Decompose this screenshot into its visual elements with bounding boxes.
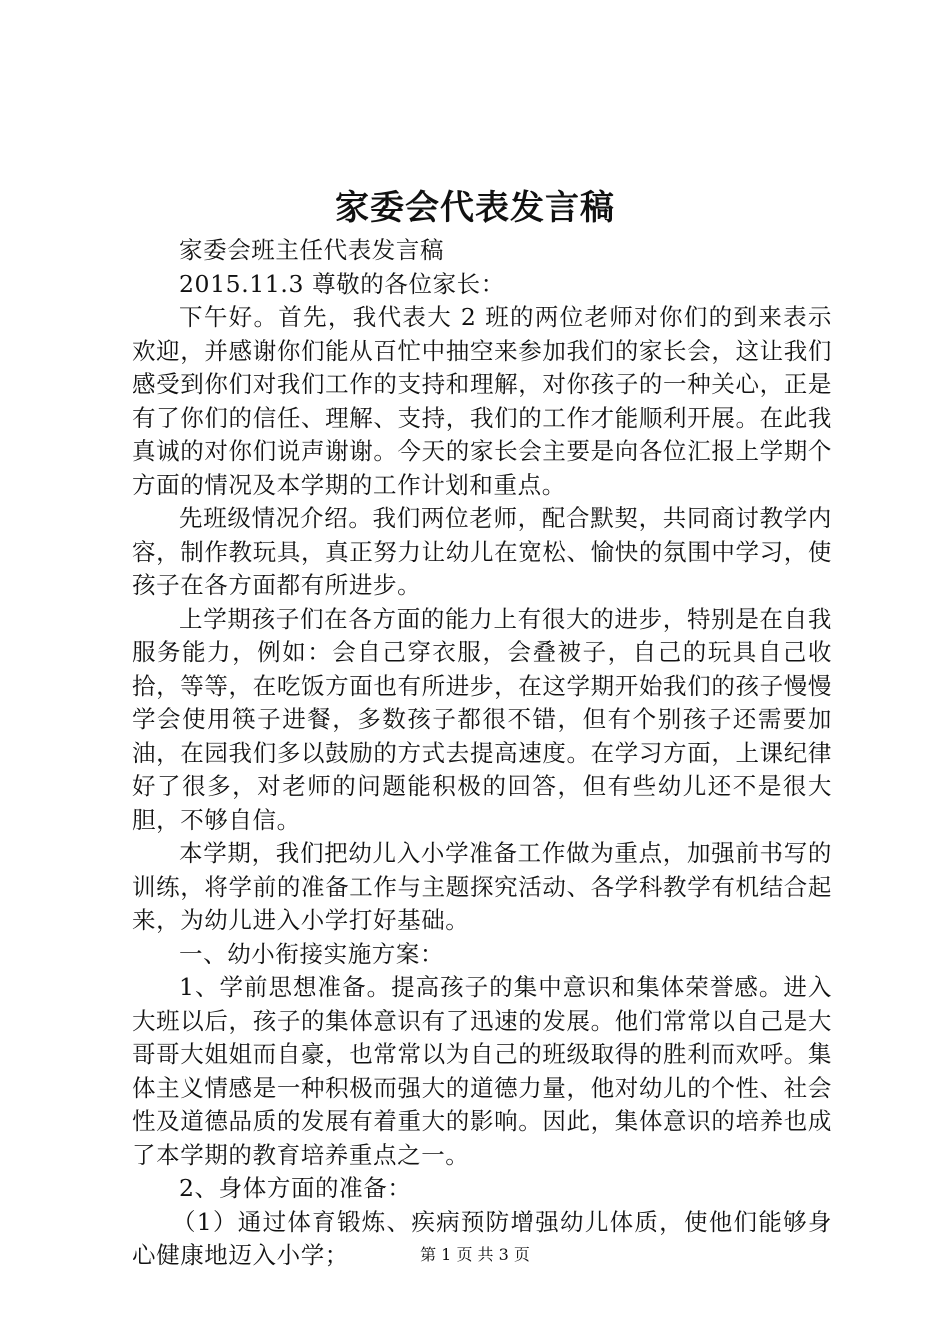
paragraph-item-2: 2、身体方面的准备： (179, 1174, 412, 1202)
paragraph-opening: 下午好。首先，我代表大 2 班的两位老师对你们的到来表示欢迎，并感谢你们能从百忙中抽空来参加我们的家长会，这让我们感受到你们对我们工作的支持和理解，对你孩子的一种关心，正是有了你们的信任、理解、支持，我们的工作才能顺利开展。在此我真诚的对你们说声谢谢。今天的家长会主要是向各位汇报上学期个方面的情况及本学期的工作计划和重点。 (132, 303, 832, 499)
paragraph-date-greeting: 2015.11.3 尊敬的各位家长： (179, 269, 505, 298)
paragraph-section-heading: 一、幼小衔接实施方案： (179, 939, 445, 968)
page-footer: 第 1 页 共 3 页 (420, 1245, 530, 1264)
paragraph-this-term: 本学期，我们把幼儿入小学准备工作做为重点，加强前书写的训练，将学前的准备工作与主题探究活动、各学科教学有机结合起来，为幼儿进入小学打好基础。 (132, 839, 832, 934)
paragraph-last-term: 上学期孩子们在各方面的能力上有很大的进步，特别是在自我服务能力，例如：会自己穿衣服，会叠被子，自己的玩具自己收拾，等等，在吃饭方面也有所进步，在这学期开始我们的孩子慢慢学会使用筷子进餐，多数孩子都很不错，但有个别孩子还需要加油，在园我们多以鼓励的方式去提高速度。在学习方面，上课纪律好了很多，对老师的问题能积极的回答，但有些幼儿还不是很大胆，不够自信。 (132, 604, 832, 834)
paragraph-class-intro: 先班级情况介绍。我们两位老师，配合默契，共同商讨教学内容，制作教玩具，真正努力让幼儿在宽松、愉快的氛围中学习，使孩子在各方面都有所进步。 (132, 504, 832, 599)
document-body (132, 234, 832, 1273)
paragraph-subtitle: 家委会班主任代表发言稿 (179, 236, 445, 264)
document-title: 家委会代表发言稿 (335, 188, 615, 228)
paragraph-item-2-1: （1）通过体育锻炼、疾病预防增强幼儿体质，使他们能够身心健康地迈入小学； (132, 1207, 832, 1269)
paragraph-item-1: 1、学前思想准备。提高孩子的集中意识和集体荣誉感。进入大班以后，孩子的集体意识有了迅速的发展。他们常常以自己是大哥哥大姐姐而自豪，也常常以为自己的班级取得的胜利而欢呼。集体主义情感是一种积极而强大的道德力量，他对幼儿的个性、社会性及道德品质的发展有着重大的影响。因此，集体意识的培养也成了本学期的教育培养重点之一。 (132, 973, 832, 1169)
